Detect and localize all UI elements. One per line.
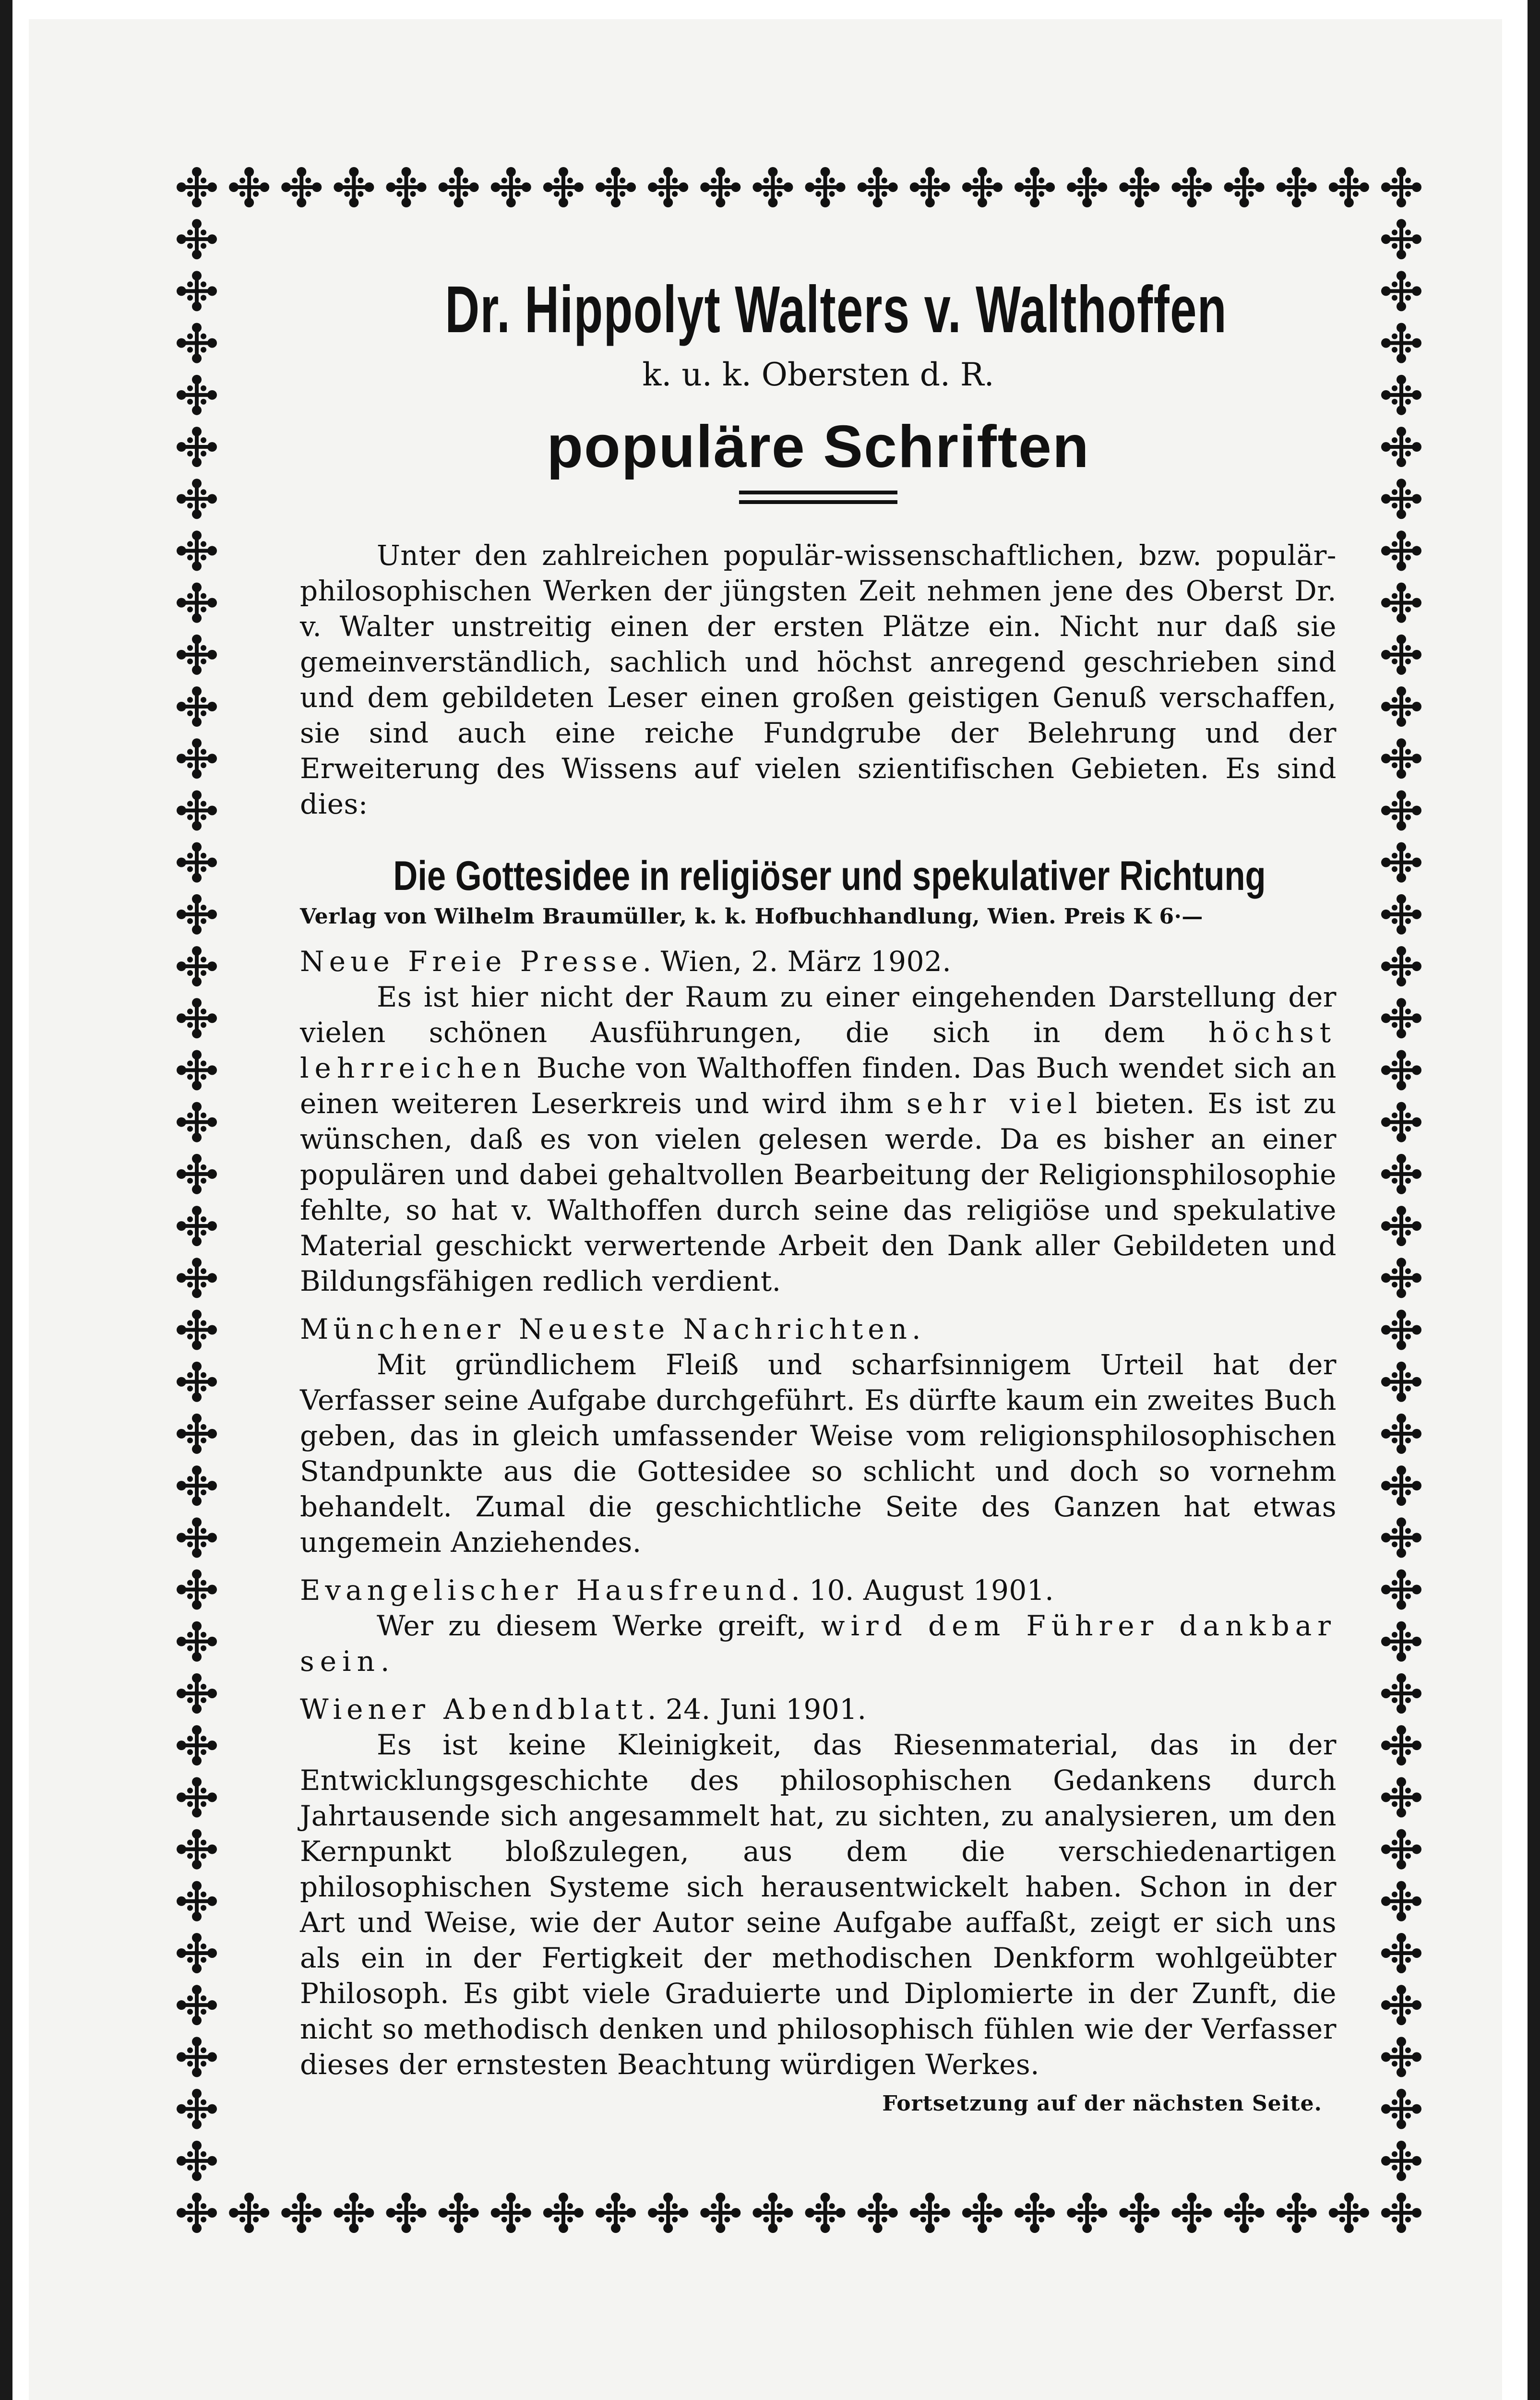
- author-rank: k. u. k. Obersten d. R.: [642, 356, 994, 393]
- cross-fleury-ornament-icon: [334, 167, 374, 207]
- intro-paragraph: Unter den zahlreichen populär-wissenschaftlichen, bzw. populär-philosophischen Werken der jüngsten Zeit nehmen jene des Oberst Dr. v. Walter unstreitig einen der ersten Plätze ein. Nicht nur daß sie gemeinverständlich, sachlich und höchst anregend geschrieben sind und dem gebildeten Leser einen großen geistigen Genuß verschaffen, sie sind auch eine reiche Fundgrube der Belehrung und der Erweiterung des Wissens auf vielen szientifischen Gebieten. Es sind dies:: [300, 539, 1337, 820]
- cross-fleury-ornament-icon: [386, 2193, 427, 2233]
- cross-fleury-ornament-icon: [177, 738, 217, 779]
- cross-fleury-ornament-icon: [177, 1829, 217, 1870]
- cross-fleury-ornament-icon: [334, 2193, 374, 2233]
- cross-fleury-ornament-icon: [752, 2193, 793, 2233]
- cross-fleury-ornament-icon: [177, 1933, 217, 1973]
- cross-fleury-ornament-icon: [1381, 1414, 1421, 1454]
- review-source-date: . 10. August 1901.: [791, 1574, 1054, 1607]
- cross-fleury-ornament-icon: [177, 2141, 217, 2181]
- cross-fleury-ornament-icon: [439, 167, 479, 207]
- review-evangelischer-hausfreund: [300, 1572, 1337, 1679]
- review-source-date: .: [911, 1313, 921, 1345]
- cross-fleury-ornament-icon: [1381, 1829, 1421, 1870]
- cross-fleury-ornament-icon: [177, 1570, 217, 1610]
- cross-fleury-ornament-icon: [1381, 1777, 1421, 1817]
- cross-fleury-ornament-icon: [1329, 2193, 1369, 2233]
- cross-fleury-ornament-icon: [281, 2193, 322, 2233]
- cross-fleury-ornament-icon: [1381, 2089, 1421, 2129]
- review-source-name: Wiener Abendblatt: [300, 1693, 648, 1726]
- review-text: Es ist keine Kleinigkeit, das Riesenmaterial, das in der Entwicklungsgeschichte des philosophischen Gedankens durch Jahrtausende sich angesammelt hat, zu sichten, zu analysieren, um den Kernpunkt bloßzulegen, aus dem die verschiedenartigen philosophischen Systeme sich herausentwickelt haben. Schon in der Art und Weise, wie der Autor seine Aufgabe auffaßt, zeigt er sich uns als ein in der Fertigkeit der methodischen Denkform wohlgeübter Philosoph. Es gibt viele Graduierte und Diplomierte in der Zunft, die nicht so methodisch denken und philosophisch fühlen wie der Verfasser dieses der ernstesten Beachtung würdigen Werkes.: [300, 1728, 1337, 2081]
- cross-fleury-ornament-icon: [177, 842, 217, 883]
- review-source-name: Neue Freie Presse: [300, 945, 643, 978]
- cross-fleury-ornament-icon: [700, 2193, 740, 2233]
- cross-fleury-ornament-icon: [491, 167, 531, 207]
- cross-fleury-ornament-icon: [1381, 2141, 1421, 2181]
- cross-fleury-ornament-icon: [858, 167, 898, 207]
- cross-fleury-ornament-icon: [910, 2193, 950, 2233]
- review-source-date: . 24. Juni 1901.: [647, 1693, 867, 1726]
- cross-fleury-ornament-icon: [177, 2193, 217, 2233]
- cross-fleury-ornament-icon: [177, 1362, 217, 1402]
- cross-fleury-ornament-icon: [177, 479, 217, 519]
- cross-fleury-ornament-icon: [1381, 479, 1421, 519]
- cross-fleury-ornament-icon: [177, 1777, 217, 1817]
- author-title: Dr. Hippolyt Walters v. Walthoffen: [445, 273, 1228, 347]
- scan-edge-right: [1528, 0, 1540, 2400]
- cross-fleury-ornament-icon: [1381, 1465, 1421, 1506]
- review-source-date: . Wien, 2. März 1902.: [642, 945, 952, 978]
- review-text: Mit gründlichem Fleiß und scharfsinnigem Urteil hat der Verfasser seine Aufgabe durchgeführt. Es dürfte kaum ein zweites Buch geben, das in gleich umfassender Weise vom religionsphilosophischen Standpunkte aus die Gottesidee so schlicht und doch so vornehm behandelt. Zumal die geschichtliche Seite des Ganzen hat etwas ungemein Anziehendes.: [300, 1348, 1337, 1559]
- cross-fleury-ornament-icon: [177, 1050, 217, 1090]
- cross-fleury-ornament-icon: [1381, 427, 1421, 467]
- cross-fleury-ornament-icon: [177, 167, 217, 207]
- cross-fleury-ornament-icon: [229, 167, 269, 207]
- publisher-line: Verlag von Wilhelm Braumüller, k. k. Hofbuchhandlung, Wien. Preis K 6·—: [300, 904, 1203, 929]
- cross-fleury-ornament-icon: [1381, 167, 1421, 207]
- cross-fleury-ornament-icon: [177, 894, 217, 935]
- review-source: [300, 1692, 1337, 1727]
- cross-fleury-ornament-icon: [1119, 2193, 1159, 2233]
- review-source: [300, 1572, 1337, 1608]
- cross-fleury-ornament-icon: [177, 2089, 217, 2129]
- cross-fleury-ornament-icon: [1381, 686, 1421, 727]
- review-source-name: Evangelischer Hausfreund: [300, 1574, 791, 1607]
- cross-fleury-ornament-icon: [177, 1206, 217, 1246]
- cross-fleury-ornament-icon: [1067, 167, 1107, 207]
- cross-fleury-ornament-icon: [177, 271, 217, 311]
- cross-fleury-ornament-icon: [1119, 167, 1159, 207]
- cross-fleury-ornament-icon: [177, 1725, 217, 1765]
- cross-fleury-ornament-icon: [1381, 2037, 1421, 2077]
- continuation-note: Fortsetzung auf der nächsten Seite.: [882, 2091, 1322, 2116]
- cross-fleury-ornament-icon: [1381, 1362, 1421, 1402]
- review-muenchener-neueste-nachrichten: [300, 1311, 1337, 1560]
- cross-fleury-ornament-icon: [1381, 1102, 1421, 1142]
- cross-fleury-ornament-icon: [177, 1258, 217, 1298]
- cross-fleury-ornament-icon: [1381, 271, 1421, 311]
- cross-fleury-ornament-icon: [177, 323, 217, 363]
- cross-fleury-ornament-icon: [491, 2193, 531, 2233]
- cross-fleury-ornament-icon: [1381, 842, 1421, 883]
- review-wiener-abendblatt: [300, 1692, 1337, 2082]
- cross-fleury-ornament-icon: [1381, 219, 1421, 259]
- cross-fleury-ornament-icon: [229, 2193, 269, 2233]
- cross-fleury-ornament-icon: [1381, 1517, 1421, 1558]
- cross-fleury-ornament-icon: [1381, 530, 1421, 571]
- cross-fleury-ornament-icon: [1277, 2193, 1317, 2233]
- cross-fleury-ornament-icon: [1381, 1570, 1421, 1610]
- cross-fleury-ornament-icon: [1381, 1050, 1421, 1090]
- cross-fleury-ornament-icon: [1224, 167, 1265, 207]
- cross-fleury-ornament-icon: [177, 790, 217, 830]
- book-title: Die Gottesidee in religiöser und spekulativer Richtung: [393, 853, 1266, 899]
- cross-fleury-ornament-icon: [1381, 1933, 1421, 1973]
- cross-fleury-ornament-icon: [648, 167, 688, 207]
- review-text: [300, 979, 1337, 1299]
- cross-fleury-ornament-icon: [1067, 2193, 1107, 2233]
- cross-fleury-ornament-icon: [1381, 323, 1421, 363]
- cross-fleury-ornament-icon: [805, 2193, 846, 2233]
- cross-fleury-ornament-icon: [177, 1102, 217, 1142]
- cross-fleury-ornament-icon: [1171, 167, 1212, 207]
- double-rule-divider: [739, 491, 897, 504]
- cross-fleury-ornament-icon: [1381, 738, 1421, 779]
- cross-fleury-ornament-icon: [1381, 998, 1421, 1038]
- review-source: [300, 944, 1337, 979]
- cross-fleury-ornament-icon: [1381, 1206, 1421, 1246]
- review-source: [300, 1311, 1337, 1347]
- cross-fleury-ornament-icon: [1015, 167, 1055, 207]
- review-text-part: Buche von Walthoffen finden. Das Buch wendet sich an einen weiteren Leserkreis und wird ihm: [300, 1052, 1337, 1120]
- cross-fleury-ornament-icon: [177, 375, 217, 415]
- cross-fleury-ornament-icon: [1171, 2193, 1212, 2233]
- review-text-part: bieten. Es ist zu wünschen, daß es von vielen gelesen werde. Da es bisher an einer populären und dabei gehaltvollen Bearbeitung der Religionsphilosophie fehlte, so hat v. Walthoffen durch seine das religiöse und spekulative Material geschickt verwertende Arbeit den Dank aller Gebildeten und Bildungsfähigen redlich verdient.: [300, 1087, 1337, 1297]
- cross-fleury-ornament-icon: [177, 1154, 217, 1194]
- cross-fleury-ornament-icon: [752, 167, 793, 207]
- section-heading: populäre Schriften: [547, 414, 1090, 480]
- cross-fleury-ornament-icon: [177, 530, 217, 571]
- cross-fleury-ornament-icon: [177, 1881, 217, 1921]
- cross-fleury-ornament-icon: [177, 686, 217, 727]
- cross-fleury-ornament-icon: [177, 2037, 217, 2077]
- cross-fleury-ornament-icon: [1381, 790, 1421, 830]
- cross-fleury-ornament-icon: [1224, 2193, 1265, 2233]
- review-neue-freie-presse: [300, 944, 1337, 1299]
- cross-fleury-ornament-icon: [177, 998, 217, 1038]
- cross-fleury-ornament-icon: [439, 2193, 479, 2233]
- cross-fleury-ornament-icon: [1381, 1310, 1421, 1350]
- cross-fleury-ornament-icon: [805, 167, 846, 207]
- cross-fleury-ornament-icon: [177, 1414, 217, 1454]
- review-text-emphasis: höchst lehrreichen: [300, 1016, 1337, 1084]
- cross-fleury-ornament-icon: [1381, 1154, 1421, 1194]
- cross-fleury-ornament-icon: [177, 583, 217, 623]
- cross-fleury-ornament-icon: [543, 167, 584, 207]
- cross-fleury-ornament-icon: [1381, 635, 1421, 675]
- review-text-emphasis: wird dem Führer dankbar sein.: [300, 1609, 1337, 1678]
- cross-fleury-ornament-icon: [177, 1517, 217, 1558]
- cross-fleury-ornament-icon: [1381, 1621, 1421, 1662]
- cross-fleury-ornament-icon: [1381, 1881, 1421, 1921]
- cross-fleury-ornament-icon: [1381, 1673, 1421, 1714]
- cross-fleury-ornament-icon: [177, 635, 217, 675]
- cross-fleury-ornament-icon: [177, 1465, 217, 1506]
- cross-fleury-ornament-icon: [700, 167, 740, 207]
- review-text: [300, 1608, 1337, 1679]
- cross-fleury-ornament-icon: [648, 2193, 688, 2233]
- cross-fleury-ornament-icon: [1381, 583, 1421, 623]
- cross-fleury-ornament-icon: [1329, 167, 1369, 207]
- review-source-name: Münchener Neueste Nachrichten: [300, 1313, 912, 1345]
- cross-fleury-ornament-icon: [543, 2193, 584, 2233]
- cross-fleury-ornament-icon: [596, 167, 636, 207]
- cross-fleury-ornament-icon: [962, 2193, 1003, 2233]
- cross-fleury-ornament-icon: [177, 1621, 217, 1662]
- cross-fleury-ornament-icon: [858, 2193, 898, 2233]
- cross-fleury-ornament-icon: [177, 946, 217, 986]
- cross-fleury-ornament-icon: [1381, 946, 1421, 986]
- cross-fleury-ornament-icon: [1015, 2193, 1055, 2233]
- page: [29, 19, 1502, 2400]
- review-text-part: Wer zu diesem Werke greift,: [377, 1609, 821, 1642]
- review-text-emphasis: sehr viel: [906, 1087, 1083, 1120]
- cross-fleury-ornament-icon: [281, 167, 322, 207]
- cross-fleury-ornament-icon: [1381, 1985, 1421, 2025]
- cross-fleury-ornament-icon: [1381, 1725, 1421, 1765]
- cross-fleury-ornament-icon: [177, 1673, 217, 1714]
- cross-fleury-ornament-icon: [1381, 894, 1421, 935]
- cross-fleury-ornament-icon: [177, 1310, 217, 1350]
- scan-edge-left: [0, 0, 12, 2400]
- cross-fleury-ornament-icon: [177, 1985, 217, 2025]
- cross-fleury-ornament-icon: [962, 167, 1003, 207]
- cross-fleury-ornament-icon: [1381, 375, 1421, 415]
- cross-fleury-ornament-icon: [1381, 2193, 1421, 2233]
- cross-fleury-ornament-icon: [596, 2193, 636, 2233]
- cross-fleury-ornament-icon: [386, 167, 427, 207]
- advertisement-content: [300, 269, 1337, 2189]
- cross-fleury-ornament-icon: [177, 219, 217, 259]
- cross-fleury-ornament-icon: [1381, 1258, 1421, 1298]
- cross-fleury-ornament-icon: [177, 427, 217, 467]
- cross-fleury-ornament-icon: [910, 167, 950, 207]
- review-text-part: Es ist hier nicht der Raum zu einer eingehenden Darstellung der vielen schönen Ausführungen, die sich in dem: [300, 981, 1337, 1049]
- cross-fleury-ornament-icon: [1277, 167, 1317, 207]
